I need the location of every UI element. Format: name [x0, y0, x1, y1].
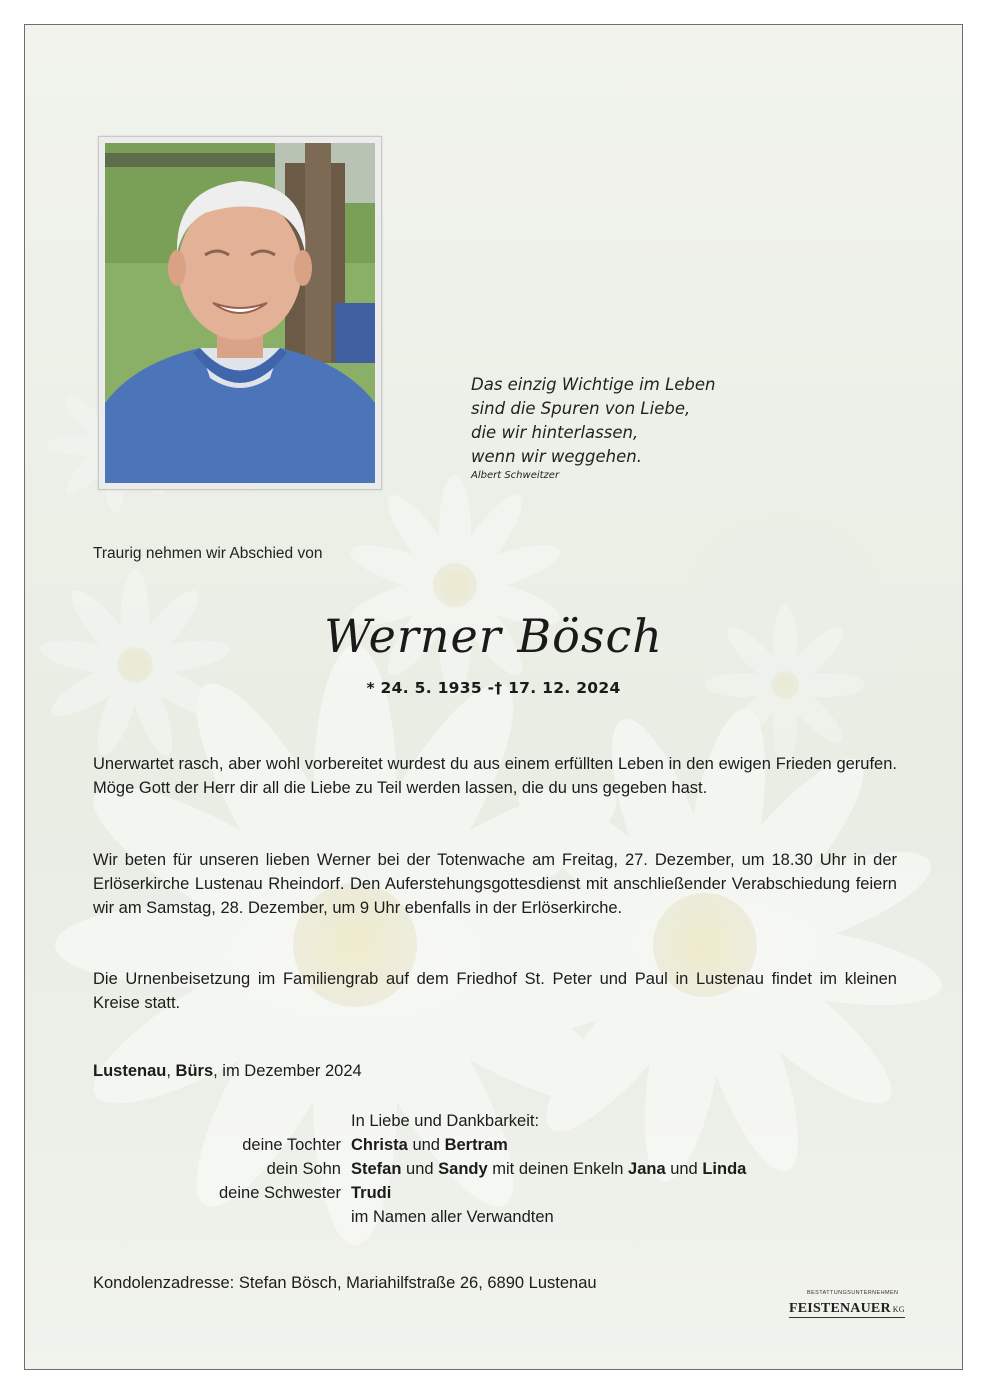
family-connector: und — [665, 1160, 703, 1178]
logo-name: FEISTENAUER — [789, 1301, 891, 1316]
quote-author: Albert Schweitzer — [471, 470, 560, 481]
family-label: deine Tochter — [242, 1136, 341, 1154]
family-member-name: Linda — [702, 1160, 747, 1178]
paragraph-burial: Die Urnenbeisetzung im Familiengrab auf dem Friedhof St. Peter und Paul in Lustenau findet im kleinen Kreise statt. — [93, 970, 897, 1012]
family-row-son — [93, 1157, 897, 1181]
place-town-2: Bürs — [175, 1062, 214, 1080]
family-row-sister — [93, 1181, 897, 1205]
paragraph-farewell: Unerwartet rasch, aber wohl vorbereitet wurdest du aus einem erfüllten Leben in den ewigen Frieden gerufen. Möge Gott der Herr dir all die Liebe zu Teil werden lassen, die du uns gegeben hast. — [93, 755, 897, 797]
family-member-name: Christa — [351, 1136, 408, 1154]
portrait-illustration-icon — [105, 143, 375, 483]
family-member-name: Bertram — [444, 1136, 508, 1154]
place-date: , im Dezember 2024 — [213, 1062, 362, 1080]
deceased-name: Werner Bösch — [324, 609, 663, 663]
family-connector: und — [401, 1160, 439, 1178]
family-label: deine Schwester — [219, 1184, 341, 1202]
family-signatures — [93, 1109, 897, 1229]
quote-line: Das einzig Wichtige im Leben — [471, 375, 716, 394]
family-closing: im Namen aller Verwandten — [351, 1208, 554, 1226]
family-label: dein Sohn — [266, 1160, 341, 1178]
portrait-frame — [98, 136, 382, 490]
quote-line: sind die Spuren von Liebe, — [471, 399, 691, 418]
family-row-daughter — [93, 1133, 897, 1157]
obituary-card — [24, 24, 963, 1370]
family-member-name: Jana — [628, 1160, 666, 1178]
family-heading: In Liebe und Dankbarkeit: — [351, 1112, 540, 1130]
life-dates: * 24. 5. 1935 -† 17. 12. 2024 — [366, 679, 621, 697]
quote-line: wenn wir weggehen. — [471, 447, 642, 466]
family-connector: mit deinen Enkeln — [487, 1160, 629, 1178]
logo-suffix: KG — [892, 1305, 905, 1314]
family-member-name: Trudi — [351, 1184, 392, 1202]
portrait-photo — [105, 143, 375, 483]
family-connector: und — [407, 1136, 445, 1154]
quote-line: die wir hinterlassen, — [471, 423, 639, 442]
family-closing-row — [93, 1205, 897, 1229]
place-separator: , — [166, 1062, 171, 1080]
paragraph-service: Wir beten für unseren lieben Werner bei der Totenwache am Freitag, 27. Dezember, um 18.30 Uhr in der Erlöserkirche Lustenau Rheindorf. Den Auferstehungsgottesdienst mit anschließender Verabschiedung feiern wir am Samstag, 28. Dezember, um 9 Uhr ebenfalls in der Erlöserkirche. — [93, 851, 897, 917]
condolence-address: Kondolenzadresse: Stefan Bösch, Mariahilfstraße 26, 6890 Lustenau — [93, 1274, 597, 1292]
quote-block — [471, 373, 831, 483]
family-member-name: Stefan — [351, 1160, 402, 1178]
place-town-1: Lustenau — [93, 1062, 167, 1080]
place-date-line — [93, 1062, 362, 1081]
logo-wordmark — [789, 1301, 905, 1318]
intro-text: Traurig nehmen wir Abschied von — [93, 545, 323, 562]
logo-tagline: BESTATTUNGSUNTERNEHMEN — [807, 1290, 899, 1296]
funeral-home-logo — [789, 1290, 909, 1318]
family-heading-row — [93, 1109, 897, 1133]
family-member-name: Sandy — [438, 1160, 488, 1178]
